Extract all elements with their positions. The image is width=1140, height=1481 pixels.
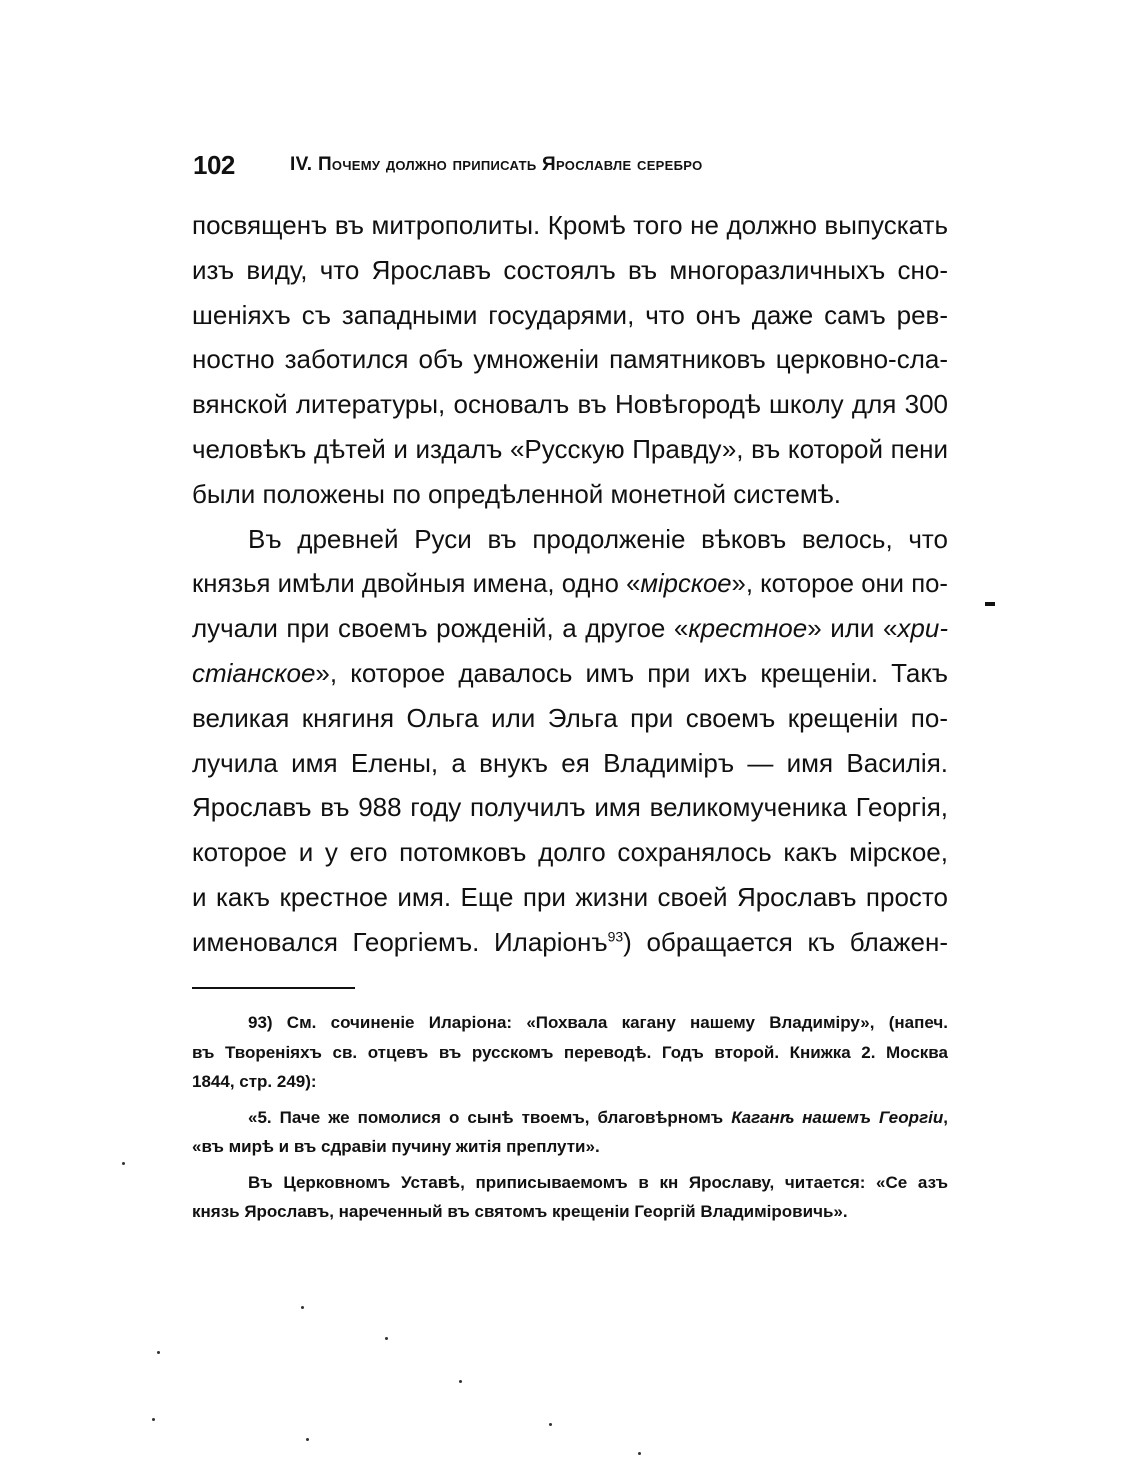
footnote-line <box>192 1103 948 1133</box>
margin-mark <box>985 602 995 606</box>
footnote-statute <box>192 1168 948 1227</box>
paragraph-1 <box>192 203 948 517</box>
scan-speck <box>157 1351 160 1354</box>
text-line <box>192 920 948 965</box>
text-run: , <box>943 1107 948 1127</box>
text-line: изъ виду, что Ярославъ состоялъ въ многоразличныхъ сно- <box>192 254 948 285</box>
footnote-line: 93) См. сочиненіе Иларіона: «Похвала кагану нашему Владиміру», (напеч. <box>248 1013 948 1032</box>
footnote-93 <box>192 1008 948 1097</box>
text-line <box>192 606 948 651</box>
italic-term: мірское <box>640 568 732 599</box>
footnote-line: въ Твореніяхъ св. отцевъ въ русскомъ переводѣ. Годъ второй. Книжка 2. Москва <box>192 1042 948 1062</box>
footnote-reference[interactable]: 93 <box>607 928 624 945</box>
scan-speck <box>306 1438 309 1441</box>
text-run: «5. Паче же помолися о сынѣ твоемъ, благовѣрномъ <box>248 1107 732 1127</box>
italic-term: Каганѣ нашемъ Георгіи <box>731 1107 944 1127</box>
paragraph-2 <box>192 517 948 965</box>
footnote-line: князь Ярославъ, нареченный въ святомъ крещеніи Георгій Владиміровичь». <box>192 1202 848 1221</box>
footnotes <box>192 1008 948 1227</box>
text-line: шеніяхъ съ западными государями, что онъ даже самъ рев- <box>192 299 948 330</box>
text-line: были положены по опредѣленной монетной системѣ. <box>192 478 841 509</box>
text-run: лучали при своемъ рожденій, а другое « <box>192 613 689 644</box>
text-line: и какъ крестное имя. Еще при жизни своей Ярославъ просто <box>192 881 948 912</box>
text-run: именовался Георгіемъ. Иларіонъ <box>192 926 608 957</box>
text-line <box>192 561 948 606</box>
text-line <box>192 651 948 696</box>
scan-speck <box>122 1162 125 1165</box>
italic-term: крестное <box>688 613 808 644</box>
text-run: ) обращается къ блажен- <box>623 926 949 957</box>
footnote-separator <box>192 987 355 989</box>
footnote-line: «въ мирѣ и въ сдравіи пучину житія преплути». <box>192 1137 600 1156</box>
text-line: человѣкъ дѣтей и издалъ «Русскую Правду», въ которой пени <box>192 433 948 464</box>
text-run: князья имѣли двойныя имена, одно « <box>192 568 641 599</box>
scan-speck <box>459 1380 462 1383</box>
italic-term: стіанское <box>192 657 316 688</box>
text-run: », которое они по- <box>731 568 948 599</box>
text-run: », которое давалось имъ при ихъ крещеніи. Такъ <box>315 657 948 688</box>
text-line: Ярославъ въ 988 году получилъ имя великомученика Георгія, <box>192 792 948 823</box>
footnote-line: 1844, стр. 249): <box>192 1072 317 1091</box>
text-line: вянской литературы, основалъ въ Новѣгородѣ школу для 300 <box>192 389 948 420</box>
scan-speck <box>152 1418 155 1421</box>
footnote-quote <box>192 1103 948 1162</box>
text-line: великая княгиня Ольга или Эльга при своемъ крещеніи по- <box>192 702 948 733</box>
scan-speck <box>638 1452 641 1455</box>
text-line: лучила имя Елены, а внукъ ея Владиміръ — имя Василія. <box>192 747 948 778</box>
scan-speck <box>549 1423 552 1426</box>
footnote-line: Въ Церковномъ Уставѣ, приписываемомъ в кн Ярославу, читается: «Се азъ <box>248 1172 948 1192</box>
text-line: посвященъ въ митрополиты. Кромѣ того не должно выпускать <box>192 210 948 240</box>
page-number: 102 <box>193 150 235 180</box>
text-line: которое и у его потомковъ долго сохранялось какъ мірское, <box>192 837 948 868</box>
running-title: IV. Почему должно приписать Ярославле серебро <box>290 154 703 175</box>
italic-term: хри- <box>897 613 948 644</box>
text-line: ностно заботился объ умноженіи памятниковъ церковно-сла- <box>192 344 948 375</box>
running-head <box>193 150 953 186</box>
text-run: » или « <box>807 613 898 644</box>
scan-speck <box>385 1337 388 1340</box>
scan-speck <box>301 1306 304 1309</box>
main-text <box>192 203 948 965</box>
text-line: Въ древней Руси въ продолженіе вѣковъ велось, что <box>248 523 948 554</box>
